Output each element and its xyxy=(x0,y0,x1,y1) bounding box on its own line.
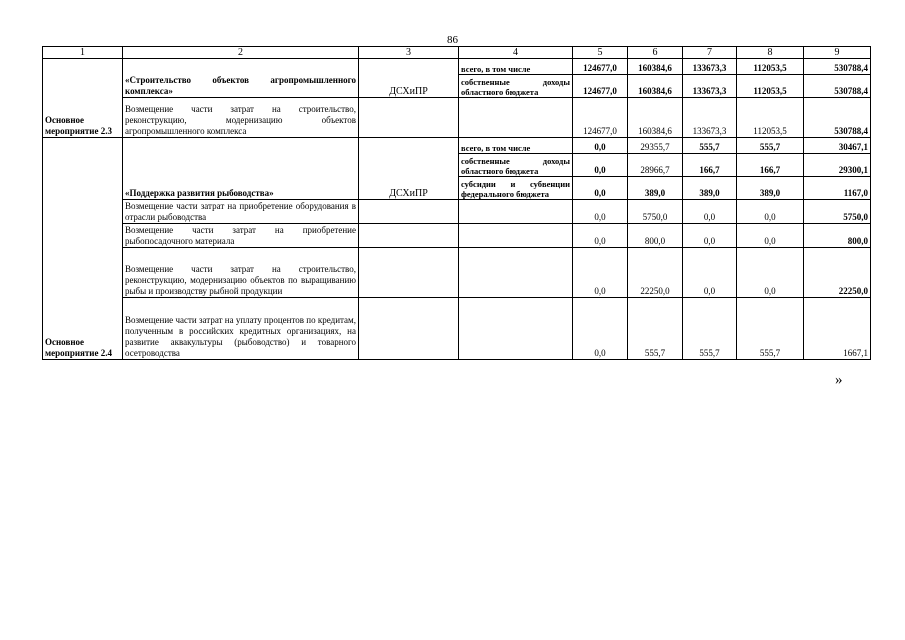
total-cell: 530788,4 xyxy=(804,98,871,138)
value-cell: 166,7 xyxy=(683,154,737,177)
value-cell: 0,0 xyxy=(573,224,628,248)
value-cell: 555,7 xyxy=(683,298,737,360)
sub-activity-text: Возмещение части затрат на строительство, реконструкцию, модернизацию объектов по выращиванию рыбы и производству рыбной продукции xyxy=(123,248,359,298)
value-cell: 0,0 xyxy=(683,248,737,298)
sub-activity-text: Возмещение части затрат на строительство, реконструкцию, модернизацию объектов агропромышленного комплекса xyxy=(123,98,359,138)
column-number: 4 xyxy=(459,47,573,59)
empty-cell xyxy=(359,248,459,298)
funding-source: субсидии и субвенции федерального бюджета xyxy=(459,177,573,200)
value-cell: 28966,7 xyxy=(628,154,683,177)
value-cell: 160384,6 xyxy=(628,59,683,75)
executor-cell: ДСХиПР xyxy=(359,138,459,200)
total-cell: 22250,0 xyxy=(804,248,871,298)
value-cell: 0,0 xyxy=(683,224,737,248)
value-cell: 112053,5 xyxy=(737,98,804,138)
value-cell: 0,0 xyxy=(573,138,628,154)
table-row xyxy=(43,59,871,75)
column-number: 3 xyxy=(359,47,459,59)
total-cell: 30467,1 xyxy=(804,138,871,154)
activity-title: «Строительство объектов агропромышленного комплекса» xyxy=(123,59,359,98)
value-cell: 555,7 xyxy=(628,298,683,360)
empty-cell xyxy=(459,298,573,360)
value-cell: 0,0 xyxy=(737,224,804,248)
column-number-row xyxy=(43,47,871,59)
empty-cell xyxy=(359,298,459,360)
funding-source: собственные доходы областного бюджета xyxy=(459,75,573,98)
value-cell: 0,0 xyxy=(737,200,804,224)
value-cell: 0,0 xyxy=(573,248,628,298)
closing-quote-mark: » xyxy=(835,372,843,388)
table-row xyxy=(43,248,871,298)
total-cell: 530788,4 xyxy=(804,75,871,98)
value-cell: 29355,7 xyxy=(628,138,683,154)
table-row xyxy=(43,138,871,154)
value-cell: 166,7 xyxy=(737,154,804,177)
empty-cell xyxy=(459,200,573,224)
value-cell: 124677,0 xyxy=(573,98,628,138)
empty-cell xyxy=(459,224,573,248)
value-cell: 112053,5 xyxy=(737,59,804,75)
column-number: 2 xyxy=(123,47,359,59)
value-cell: 389,0 xyxy=(683,177,737,200)
value-cell: 0,0 xyxy=(573,177,628,200)
column-number: 1 xyxy=(43,47,123,59)
value-cell: 0,0 xyxy=(573,298,628,360)
value-cell: 389,0 xyxy=(628,177,683,200)
total-cell: 800,0 xyxy=(804,224,871,248)
empty-cell xyxy=(359,98,459,138)
value-cell: 160384,6 xyxy=(628,98,683,138)
value-cell: 133673,3 xyxy=(683,59,737,75)
value-cell: 389,0 xyxy=(737,177,804,200)
total-cell: 5750,0 xyxy=(804,200,871,224)
activity-label: Основное мероприятие 2.4 xyxy=(43,138,123,360)
total-cell: 530788,4 xyxy=(804,59,871,75)
table-row xyxy=(43,98,871,138)
empty-cell xyxy=(359,224,459,248)
empty-cell xyxy=(459,248,573,298)
value-cell: 0,0 xyxy=(573,200,628,224)
value-cell: 160384,6 xyxy=(628,75,683,98)
sub-activity-text: Возмещение части затрат на приобретение оборудования в отрасли рыбоводства xyxy=(123,200,359,224)
value-cell: 5750,0 xyxy=(628,200,683,224)
value-cell: 555,7 xyxy=(737,138,804,154)
value-cell: 0,0 xyxy=(573,154,628,177)
empty-cell xyxy=(459,98,573,138)
value-cell: 22250,0 xyxy=(628,248,683,298)
activity-label: Основное мероприятие 2.3 xyxy=(43,59,123,138)
table-row xyxy=(43,298,871,360)
activity-title: «Поддержка развития рыбоводства» xyxy=(123,138,359,200)
column-number: 8 xyxy=(737,47,804,59)
value-cell: 555,7 xyxy=(737,298,804,360)
funding-source: всего, в том числе xyxy=(459,138,573,154)
table-row xyxy=(43,224,871,248)
value-cell: 133673,3 xyxy=(683,98,737,138)
value-cell: 0,0 xyxy=(683,200,737,224)
value-cell: 124677,0 xyxy=(573,75,628,98)
page-number: 86 xyxy=(447,34,458,46)
table-row xyxy=(43,200,871,224)
total-cell: 1667,1 xyxy=(804,298,871,360)
empty-cell xyxy=(359,200,459,224)
funding-source: всего, в том числе xyxy=(459,59,573,75)
total-cell: 1167,0 xyxy=(804,177,871,200)
sub-activity-text: Возмещение части затрат на приобретение рыбопосадочного материала xyxy=(123,224,359,248)
funding-source: собственные доходы областного бюджета xyxy=(459,154,573,177)
column-number: 5 xyxy=(573,47,628,59)
value-cell: 800,0 xyxy=(628,224,683,248)
value-cell: 0,0 xyxy=(737,248,804,298)
value-cell: 133673,3 xyxy=(683,75,737,98)
column-number: 9 xyxy=(804,47,871,59)
column-number: 6 xyxy=(628,47,683,59)
column-number: 7 xyxy=(683,47,737,59)
total-cell: 29300,1 xyxy=(804,154,871,177)
executor-cell: ДСХиПР xyxy=(359,59,459,98)
sub-activity-text: Возмещение части затрат на уплату процентов по кредитам, полученным в российских кредитных организациях, на развитие аквакультуры (рыбоводство) и товарного осетроводства xyxy=(123,298,359,360)
value-cell: 124677,0 xyxy=(573,59,628,75)
budget-table xyxy=(42,46,871,360)
value-cell: 555,7 xyxy=(683,138,737,154)
value-cell: 112053,5 xyxy=(737,75,804,98)
